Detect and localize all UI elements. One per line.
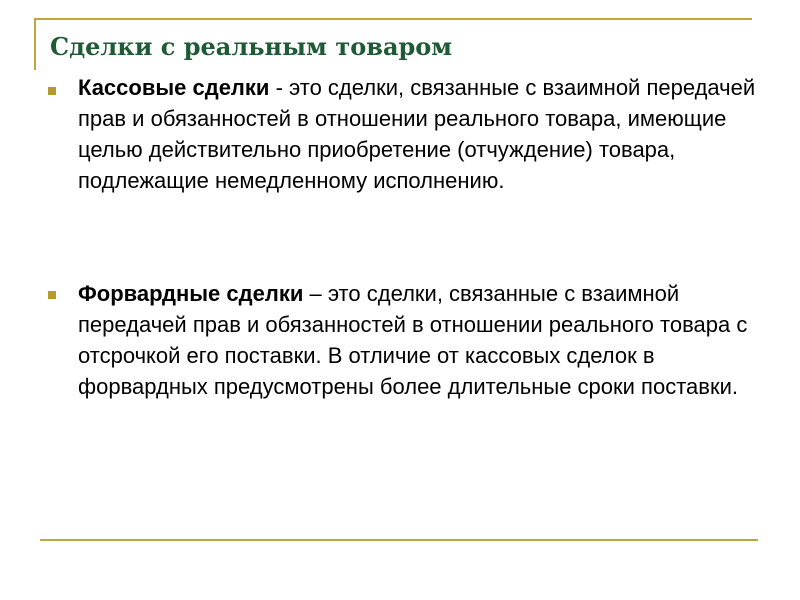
bullet-item-cash-deals — [78, 72, 768, 196]
left-divider — [34, 18, 36, 70]
bullet-term: Форвардные сделки — [78, 281, 304, 306]
top-divider — [34, 18, 752, 20]
bullet-term: Кассовые сделки — [78, 75, 270, 100]
square-bullet-icon — [48, 87, 56, 95]
bullet-text: - это сделки, связанные с взаимной передачей прав и обязанностей в отношении реального товара, имеющие целью действительно приобретение (отчуждение) товара, подлежащие немедленному исполнению. — [78, 75, 756, 193]
slide-title: Сделки с реальным товаром — [50, 32, 453, 61]
bullet-text: – это сделки, связанные с взаимной передачей прав и обязанностей в отношении реального товара с отсрочкой его поставки. В отличие от кассовых сделок в форвардных предусмотрены более длительные сроки поставки. — [78, 281, 748, 399]
bottom-divider — [40, 539, 758, 541]
bullet-item-forward-deals — [78, 278, 768, 402]
square-bullet-icon — [48, 291, 56, 299]
